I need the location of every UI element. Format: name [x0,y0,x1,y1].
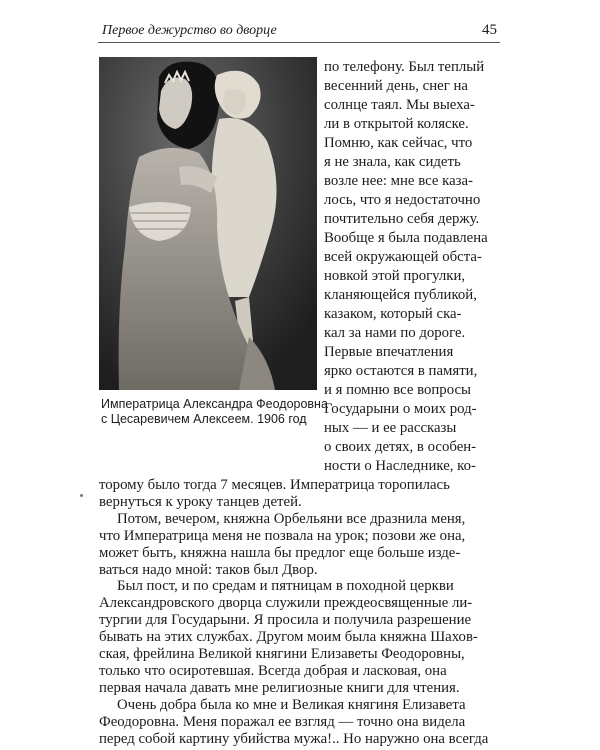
text-line: ности о Наследнике, ко- [324,458,476,474]
text-line: кал за нами по дороге. [324,325,466,341]
header-rule [98,42,500,43]
text-line: я не знала, как сидеть [324,154,461,170]
text-line: ская, фрейлина Великой княгини Елизаветы Феодоровны, [99,646,465,662]
text-line: Вообще я была подавлена [324,230,488,246]
text-line: первая начала давать мне религиозные книги для чтения. [99,679,460,696]
text-line: ли в открытой коляске. [324,116,469,132]
text-line: кланяющейся публикой, [324,287,477,303]
text-line: торому было тогда 7 месяцев. Императрица торопилась [99,477,450,493]
photo-caption [101,397,328,427]
paragraph-first-line: Очень добра была ко мне и Великая княгиня Елизавета [117,696,466,713]
text-line: о своих детях, в особен- [324,439,477,455]
text-line: Феодоровна. Меня поражал ее взгляд — точно она видела [99,713,466,730]
text-line: Государыни о моих род- [324,401,477,417]
page-number: 45 [482,22,497,38]
text-line: перед собой картину убийства мужа!.. Но наружно она всегда [99,730,489,747]
text-line: может быть, княжна нашла бы предлог еще больше изде- [99,544,461,561]
text-line: Первые впечатления [324,344,454,360]
text-line: весенний день, снег на [324,78,468,94]
text-line: тургии для Государыни. Я просила и получила разрешение [99,612,472,629]
text-line: вернуться к уроку танцев детей. [99,493,302,510]
caption-line: Императрица Александра Феодоровна [101,397,328,411]
text-line: Александровского дворца служили преждеосвященные ли- [99,595,473,612]
text-line: ных — и ее рассказы [324,420,457,436]
text-line: по телефону. Был теплый [324,59,485,75]
text-line: новкой этой прогулки, [324,268,466,284]
text-line: ярко остаются в памяти, [324,363,478,379]
text-line: и я помню все вопросы [324,382,471,398]
print-speck [80,494,83,497]
text-line: ваться надо мной: таков был Двор. [99,561,318,578]
text-line: бывать на этих службах. Другом моим была княжна Шахов- [99,629,478,646]
portrait-photo [99,57,317,390]
running-title: Первое дежурство во дворце [102,23,277,38]
caption-line: с Цесаревичем Алексеем. 1906 год [101,412,307,426]
text-line: почтительно себя держу. [324,211,480,227]
text-line: только что осиротевшая. Всегда добрая и ласковая, она [99,662,447,679]
text-line: всей окружающей обста- [324,249,482,265]
text-line: казаком, который ска- [324,306,462,322]
paragraph-first-line: Потом, вечером, княжна Орбельяни все дразнила меня, [117,510,466,527]
text-line: Помню, как сейчас, что [324,135,473,151]
text-line: возле нее: мне все каза- [324,173,473,189]
text-line: лось, что я недостаточно [324,192,481,208]
paragraph-first-line: Был пост, и по средам и пятницам в походной церкви [117,578,454,595]
text-line: солнце таял. Мы выеха- [324,97,475,113]
portrait-photo-icon [99,57,317,390]
text-line: что Императрица меня не позвала на урок; позови же она, [99,527,466,544]
